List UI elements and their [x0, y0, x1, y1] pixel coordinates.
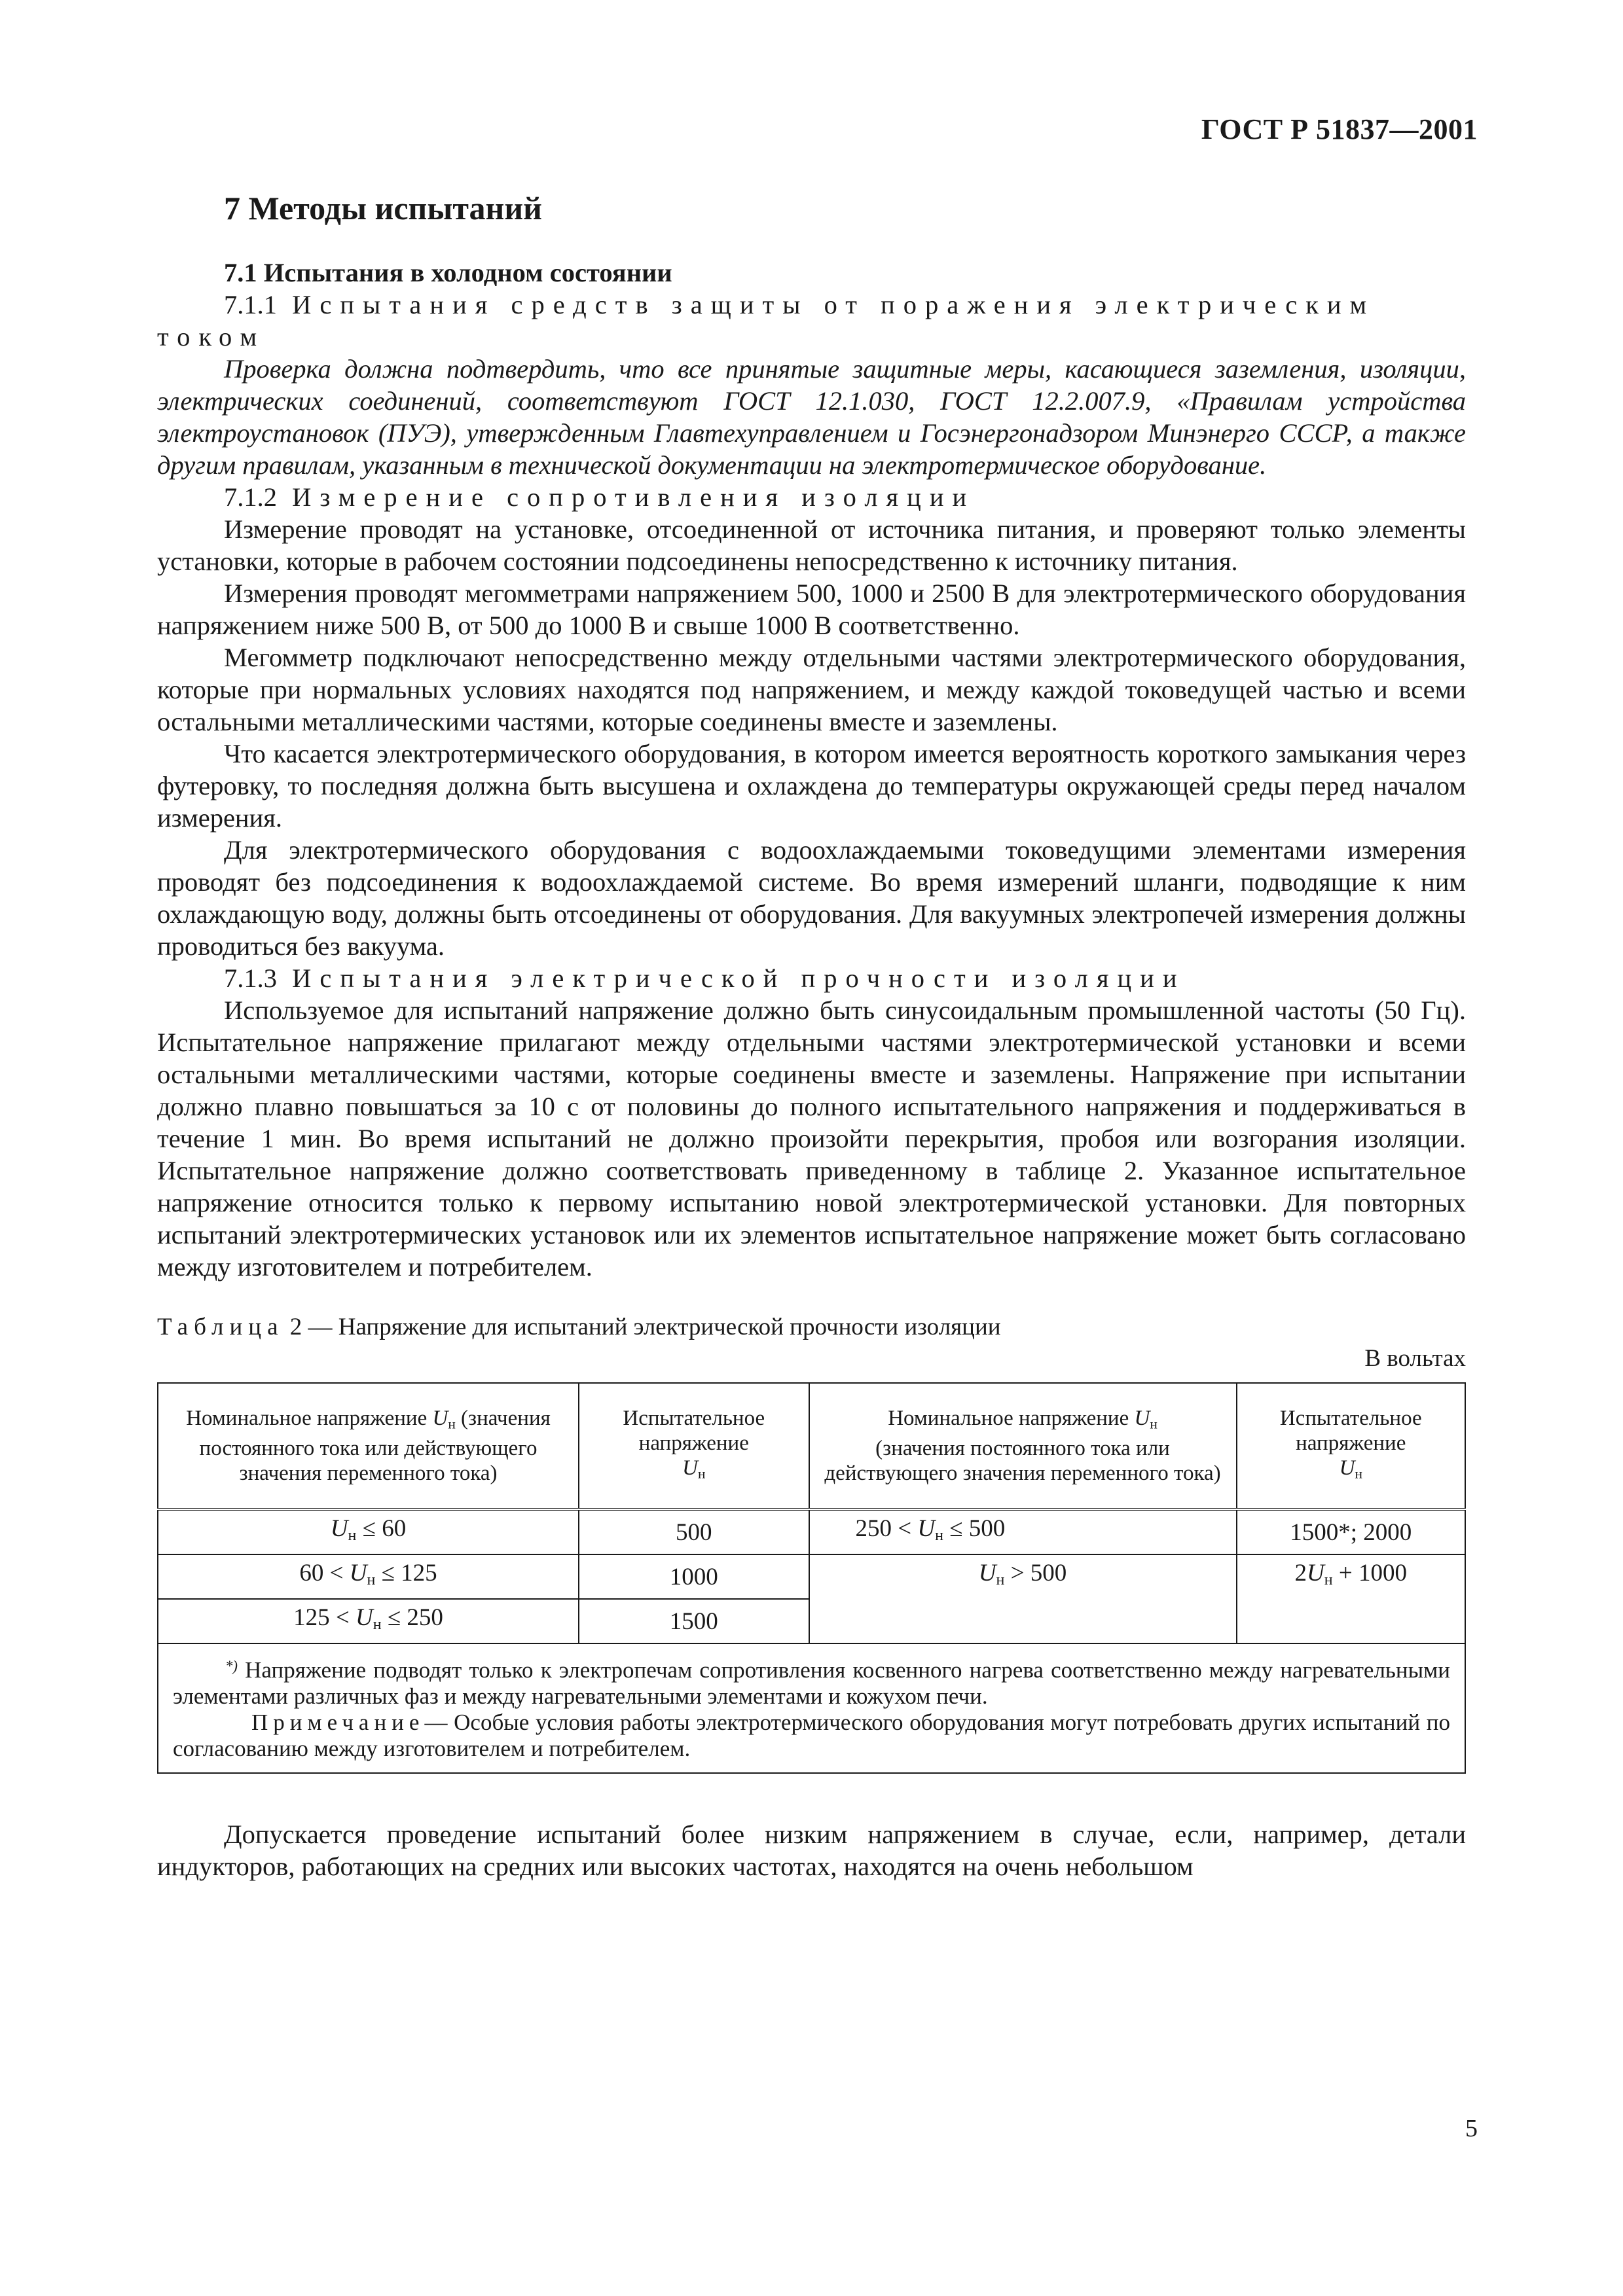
- symbol-text: U: [1307, 1560, 1324, 1587]
- page-number: 5: [1465, 2115, 1478, 2142]
- voltage-symbol: [917, 1515, 943, 1542]
- section-title: 7 Методы испытаний: [224, 190, 542, 226]
- symbol-text: U: [349, 1560, 367, 1587]
- range-prefix: 250 <: [855, 1515, 918, 1542]
- subsection-7-1-title: 7.1 Испытания в холодном состоянии: [224, 258, 672, 287]
- nominal-range-cell: [809, 1509, 1237, 1554]
- clause-heading-text: Испытания средств защиты от поражения электрическим током: [157, 290, 1376, 351]
- table-notes: [158, 1643, 1465, 1773]
- nominal-range-cell: [809, 1554, 1237, 1643]
- table-caption-word: Таблица: [157, 1314, 284, 1340]
- symbol-text: U: [432, 1406, 448, 1430]
- paragraph: Мегомметр подключают непосредственно между отдельными частями электротермического оборудования, которые при нормальных условиях находятся под напряжением, и между каждой токоведущей частью и всеми остальными металлическими частями, которые соединены вместе и заземлены.: [157, 643, 1466, 736]
- voltage-symbol: [1134, 1407, 1157, 1430]
- header-nominal-voltage: [809, 1383, 1237, 1509]
- test-voltage-cell: 1500*; 2000: [1237, 1509, 1465, 1554]
- voltage-symbol: [1340, 1456, 1362, 1480]
- formula-prefix: 2: [1294, 1560, 1307, 1587]
- symbol-subscript: н: [697, 1465, 706, 1482]
- symbol-subscript: н: [935, 1527, 943, 1544]
- table-note: [173, 1710, 1450, 1762]
- clause-number: 7.1.1: [224, 290, 277, 319]
- table-header-row: [158, 1383, 1465, 1509]
- nominal-range-cell: [158, 1509, 579, 1554]
- test-voltage-cell: [1237, 1554, 1465, 1643]
- header-nominal-voltage: [158, 1383, 579, 1509]
- table-units: В вольтах: [1364, 1345, 1466, 1372]
- symbol-subscript: н: [1150, 1416, 1158, 1432]
- nominal-range-cell: [158, 1599, 579, 1643]
- range-suffix: ≤ 60: [356, 1515, 407, 1542]
- voltage-symbol: [1307, 1560, 1333, 1587]
- range-suffix: ≤ 250: [381, 1604, 443, 1631]
- clause-number: 7.1.2: [224, 482, 277, 512]
- header-text: Номинальное напряжение: [186, 1406, 433, 1430]
- clause-7-1-1-text: Проверка должна подтвердить, что все принятые защитные меры, касающиеся заземления, изоляции, электрических соединений, соответствуют ГОСТ 12.1.030, ГОСТ 12.2.007.9, «Правилам устройства электроустановок (ПУЭ), утвержденным Главтехуправлением и Госэнергонадзором Минэнерго СССР, а также другим правилам, указанным в технической документации на электротермическое оборудование.: [157, 354, 1466, 480]
- paragraph: Измерения проводят мегомметрами напряжением 500, 1000 и 2500 В для электротермического оборудования напряжением ниже 500 В, от 500 до 1000 В и свыше 1000 В соответственно.: [157, 579, 1466, 640]
- formula-suffix: + 1000: [1332, 1560, 1407, 1587]
- paragraph: Что касается электротермического оборудования, в котором имеется вероятность короткого замыкания через футеровку, то последняя должна быть высушена и охлаждена до температуры окружающей среды перед началом измерения.: [157, 739, 1466, 833]
- standard-code: ГОСТ Р 51837—2001: [1201, 113, 1478, 145]
- test-voltage-cell: 1500: [579, 1599, 809, 1643]
- table-footnote: [173, 1653, 1450, 1710]
- clause-number: 7.1.3: [224, 963, 277, 993]
- symbol-text: U: [1339, 1456, 1355, 1480]
- symbol-text: U: [917, 1515, 936, 1542]
- paragraph: Допускается проведение испытаний более низким напряжением в случае, если, например, детали индукторов, работающих на средних или высоких частотах, находятся на очень небольшом: [157, 1820, 1466, 1882]
- table-row: [158, 1554, 1465, 1599]
- symbol-subscript: н: [996, 1571, 1005, 1588]
- voltage-symbol: [331, 1515, 357, 1542]
- clause-7-1-2-heading: [157, 481, 1466, 513]
- voltage-symbol: [350, 1560, 376, 1587]
- clause-7-1-1-heading: [157, 289, 1466, 353]
- paragraph: Для электротермического оборудования с водоохлаждаемыми токоведущими элементами измерения проводят без подсоединения к водоохлаждаемой системе. Во время измерений шланги, подводящие к ним охлаждающую воду, должны быть отсоединены от оборудования. Для вакуумных электропечей измерения должны проводиться без вакуума.: [157, 835, 1466, 961]
- table-caption: [157, 1313, 1466, 1342]
- header-text: Испытательное напряжение: [1279, 1406, 1422, 1455]
- symbol-text: U: [1134, 1406, 1150, 1430]
- clause-heading-text: Измерение сопротивления изоляции: [292, 482, 976, 512]
- range-suffix: ≤ 500: [943, 1515, 1006, 1542]
- clause-7-1-3-heading: [157, 962, 1466, 994]
- table-caption-text: 2 — Напряжение для испытаний электрической прочности изоляции: [289, 1314, 1001, 1340]
- symbol-text: U: [682, 1456, 698, 1480]
- paragraph: Используемое для испытаний напряжение должно быть синусоидальным промышленной частоты (50 Гц). Испытательное напряжение прилагают между отдельными частями электротермической установки и всеми остальными металлическими частями, которые соединены вместе и заземлены. Напряжение при испытании должно плавно повышаться за 10 с от половины до полного испытательного напряжения и поддерживаться в течение 1 мин. Во время испытаний не должно произойти перекрытия, пробоя или возгорания изоляции. Испытательное напряжение должно соответствовать приведенному в таблице 2. Указанное испытательное напряжение относится только к первому испытанию новой электротермической установки. Для повторных испытаний электротермических установок или их элементов испытательное напряжение может быть согласовано между изготовителем и потребителем.: [157, 996, 1466, 1282]
- symbol-subscript: н: [1355, 1465, 1362, 1482]
- range-suffix: > 500: [1004, 1560, 1067, 1587]
- header-text: Номинальное напряжение: [888, 1406, 1135, 1430]
- paragraph: Измерение проводят на установке, отсоединенной от источника питания, и проверяют только элементы установки, которые в рабочем состоянии подсоединены непосредственно к источнику питания.: [157, 514, 1466, 576]
- header-test-voltage: [1237, 1383, 1465, 1509]
- range-prefix: 125 <: [293, 1604, 356, 1631]
- footnote-mark: *): [225, 1658, 238, 1674]
- voltage-symbol: [432, 1407, 455, 1430]
- table-notes-row: [158, 1643, 1465, 1773]
- note-label: Примечание: [251, 1710, 425, 1736]
- footnote-text: Напряжение подводят только к электропечам сопротивления косвенного нагрева соответственно между нагревательными элементами различных фаз и между нагревательными элементами и кожухом печи.: [173, 1657, 1451, 1710]
- table-row: [158, 1509, 1465, 1554]
- symbol-text: U: [355, 1604, 373, 1631]
- range-suffix: ≤ 125: [375, 1560, 437, 1587]
- range-prefix: 60 <: [299, 1560, 350, 1587]
- test-voltage-cell: 1000: [579, 1554, 809, 1599]
- voltage-symbol: [979, 1560, 1005, 1587]
- header-text: (значения постоянного тока или действующего значения переменного тока): [824, 1437, 1221, 1486]
- voltage-table: [157, 1382, 1466, 1774]
- clause-heading-text: Испытания электрической прочности изоляции: [292, 963, 1186, 993]
- symbol-subscript: н: [348, 1527, 357, 1544]
- voltage-symbol: [356, 1604, 382, 1631]
- test-voltage-cell: 500: [579, 1509, 809, 1554]
- note-text: — Особые условия работы электротермического оборудования могут потребовать других испытаний по согласованию между изготовителем и потребителем.: [173, 1710, 1450, 1762]
- header-text: Испытательное напряжение: [623, 1406, 765, 1455]
- nominal-range-cell: [158, 1554, 579, 1599]
- symbol-subscript: н: [448, 1416, 456, 1432]
- symbol-subscript: н: [1324, 1571, 1333, 1588]
- page-content: [157, 188, 1466, 1882]
- header-test-voltage: [579, 1383, 809, 1509]
- header-text: (значения постоянного тока или действующего значения переменного тока): [199, 1406, 551, 1486]
- symbol-subscript: н: [373, 1616, 382, 1633]
- symbol-subscript: н: [367, 1571, 376, 1588]
- voltage-symbol: [682, 1456, 705, 1480]
- symbol-text: U: [330, 1515, 348, 1542]
- symbol-text: U: [978, 1560, 996, 1587]
